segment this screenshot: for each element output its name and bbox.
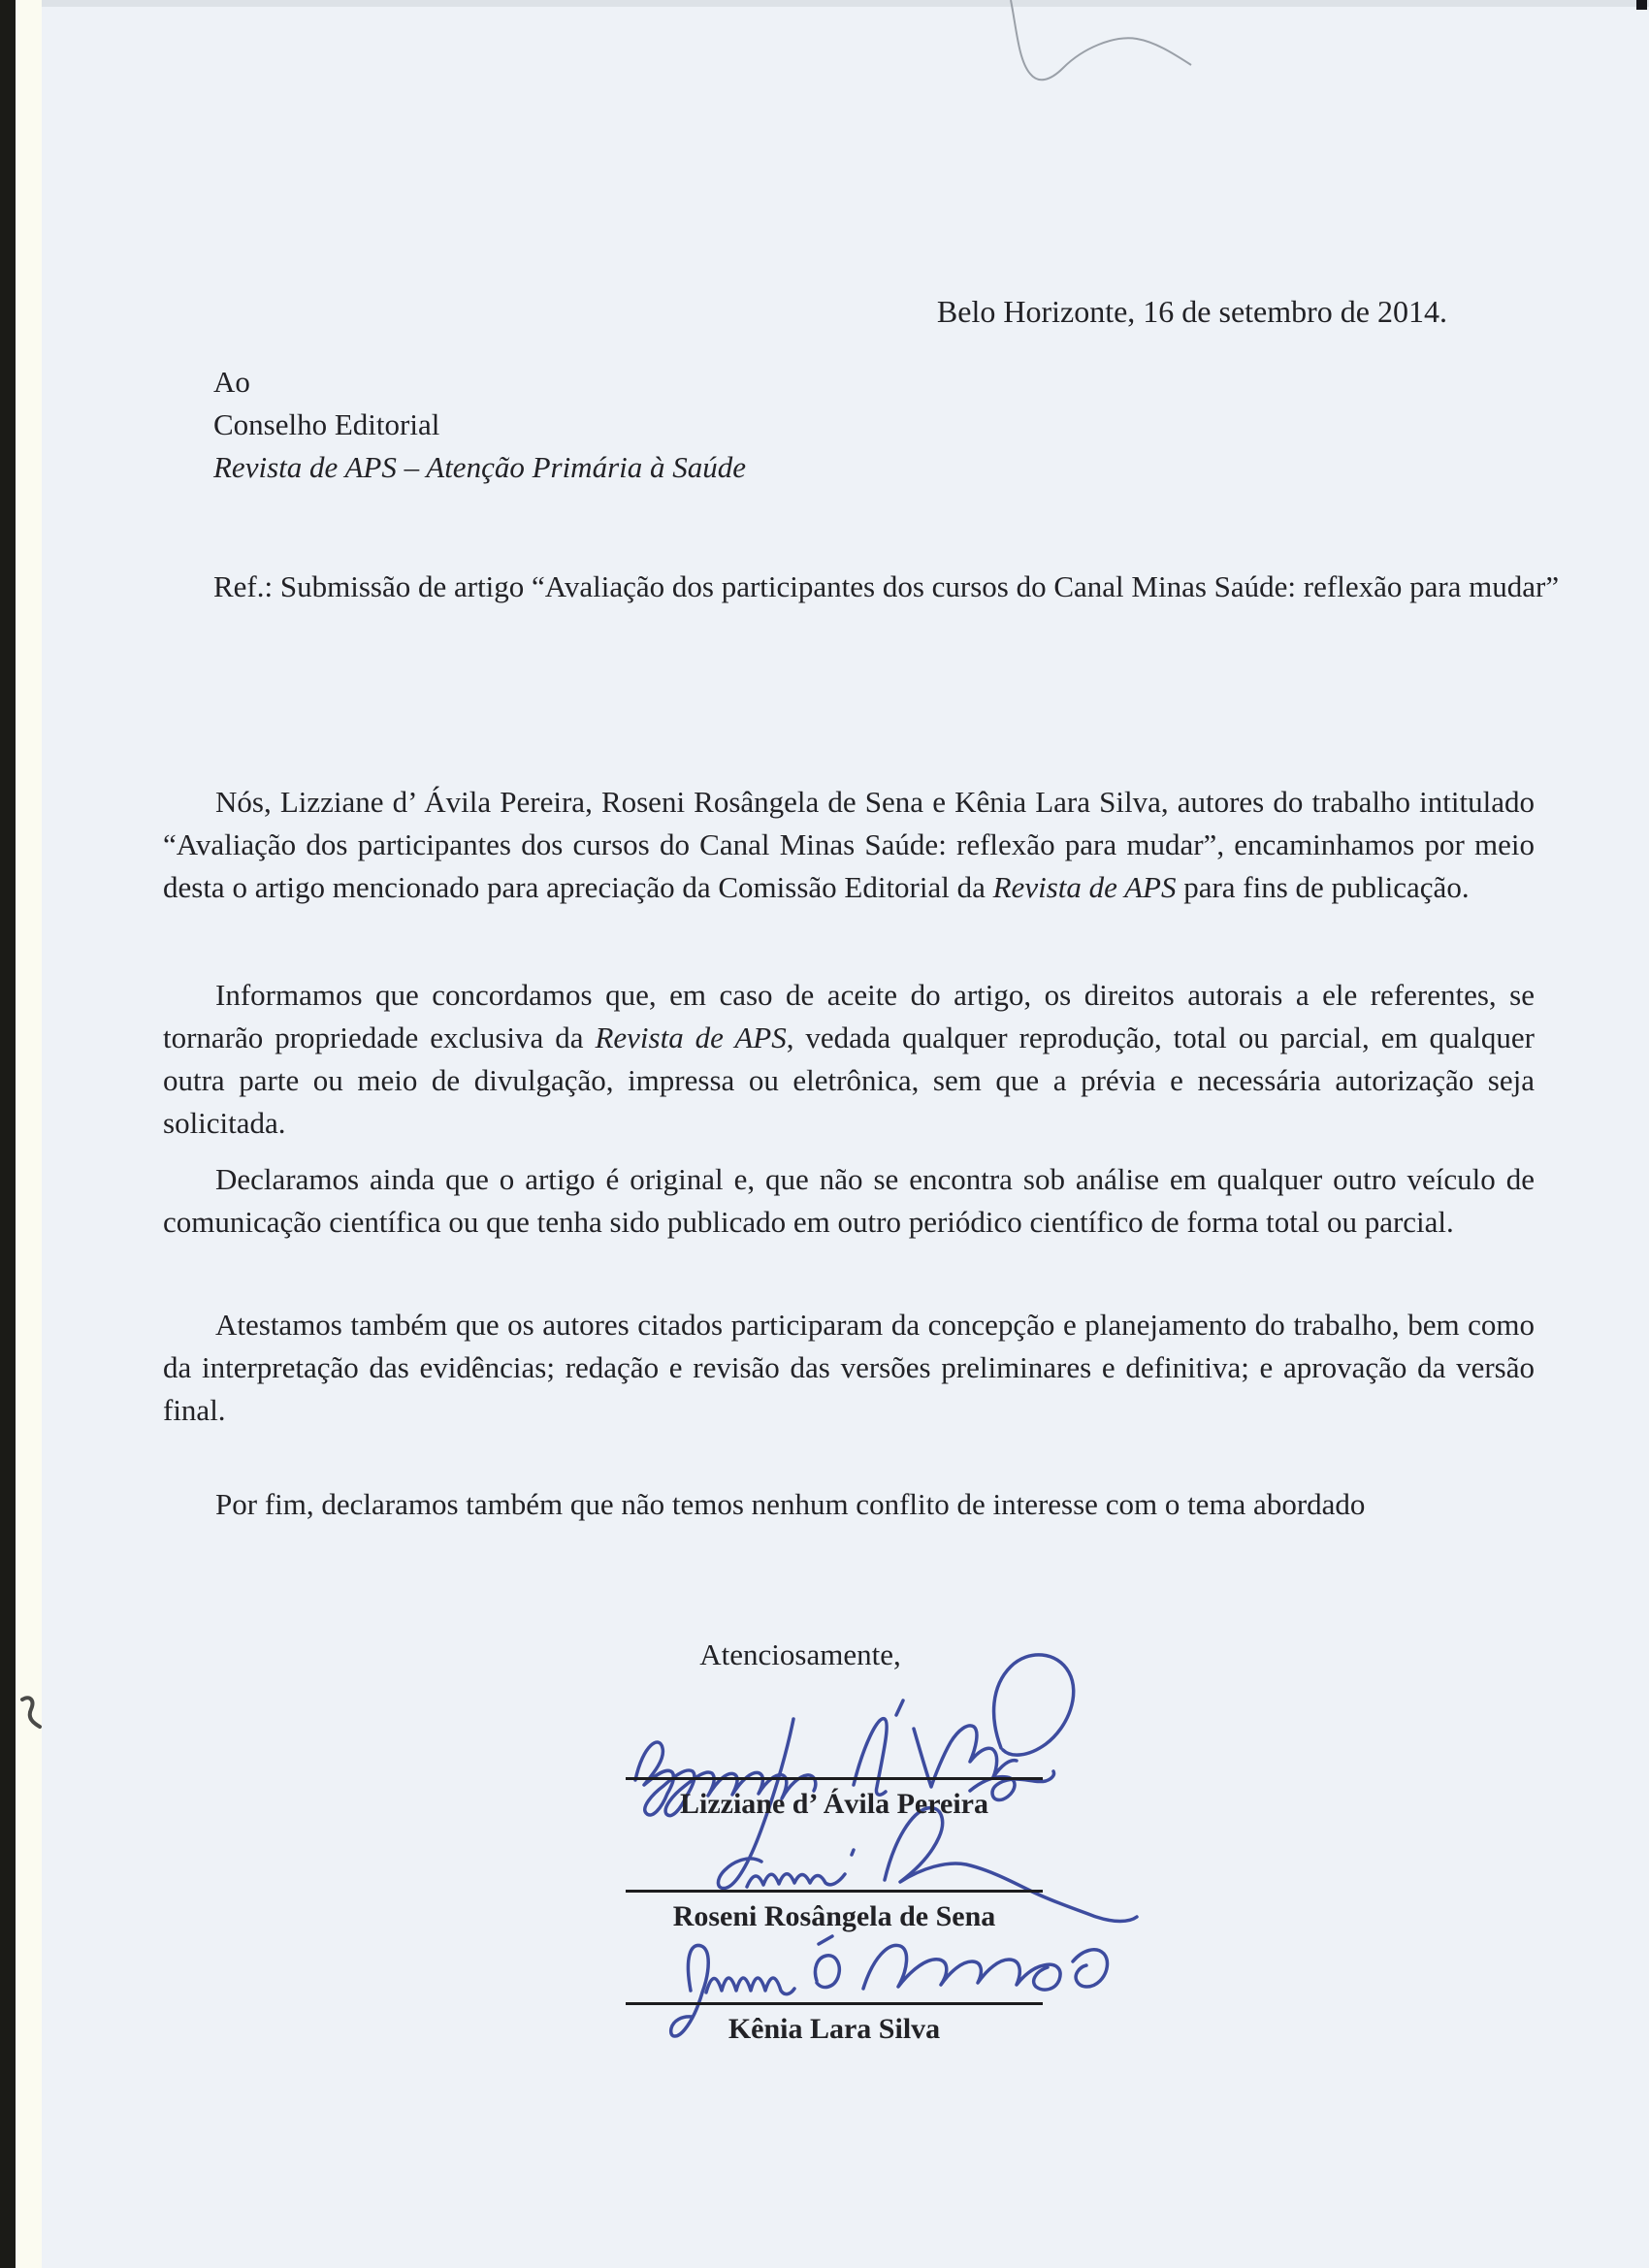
date-line: Belo Horizonte, 16 de setembro de 2014. [936,294,1447,329]
signature-3-stroke [815,1956,839,1988]
signature-rule [626,1890,1043,1893]
paragraph-3: Declaramos ainda que o artigo é original e, que não se encontra sob análise em qualquer outro veículo de comunicação científica ou que tenha sido publicado em outro periódico científico de forma total ou parcial. [163,1162,1535,1239]
signature-1-stroke [994,1655,1074,1755]
signature-1-stroke [896,1701,903,1715]
scan-corner-mark [1636,0,1647,10]
signature-rule [626,2002,1043,2005]
paragraph-1: Nós, Lizziane d’ Ávila Pereira, Roseni Rosângela de Sena e Kênia Lara Silva, autores do trabalho intitulado “Avaliação dos participantes dos cursos do Canal Minas Saúde: reflexão para mudar”, encaminhamos por meio desta o artigo mencionado para apreciação da Comissão Editorial da Revista de APS para fins de publicação. [163,785,1535,904]
signature-3-stroke [1073,1950,1107,1987]
addressee-salutation: Ao [213,365,250,399]
signature-block-3 [592,2002,1077,2045]
scan-top-edge [42,0,1649,7]
paragraph-4: Atestamos também que os autores citados participaram da concepção e planejamento do trabalho, bem como da interpretação das evidências; redação e revisão das versões preliminares e definitiva; e aprovação da versão final. [163,1308,1535,1427]
signature-rule [626,1777,1043,1780]
paragraph-5: Por fim, declaramos também que não temos nenhum conflito de interesse com o tema abordado [215,1487,1366,1521]
scan-hair-artifact [989,0,1242,97]
signature-2-stroke [852,1850,854,1855]
closing-salutation: Atenciosamente, [699,1637,901,1671]
addressee-name: Conselho Editorial [213,407,440,441]
scan-edge-paper-strip [16,0,42,2268]
scan-hook-mark [14,1692,48,1734]
signatory-name-2: Roseni Rosângela de Sena [672,1900,996,1932]
signature-3-stroke [819,1936,832,1944]
signatory-name-1: Lizziane d’ Ávila Pereira [680,1788,988,1820]
signature-block-2 [592,1890,1077,1932]
signature-3-stroke [706,1978,794,1994]
signature-2-stroke [747,1874,845,1887]
scan-edge-black-strip [0,0,16,2268]
signature-block-1 [592,1777,1077,1820]
signatory-name-3: Kênia Lara Silva [728,2013,941,2045]
reference-line: Ref.: Submissão de artigo “Avaliação dos participantes dos cursos do Canal Minas Saúde: reflexão para mudar” [213,569,1560,603]
addressee-block [213,361,746,489]
addressee-journal: Revista de APS – Atenção Primária à Saúde [213,450,747,484]
paragraph-2: Informamos que concordamos que, em caso de aceite do artigo, os direitos autorais a ele referentes, se tornarão propriedade exclusiva da Revista de APS, vedada qualquer reprodução, total ou parcial, em qualquer outra parte ou meio de divulgação, impressa ou eletrônica, sem que a prévia e necessária autorização seja solicitada. [163,978,1535,1140]
signature-3-stroke [863,1945,1060,1990]
handwritten-signatures [543,1601,1183,2066]
